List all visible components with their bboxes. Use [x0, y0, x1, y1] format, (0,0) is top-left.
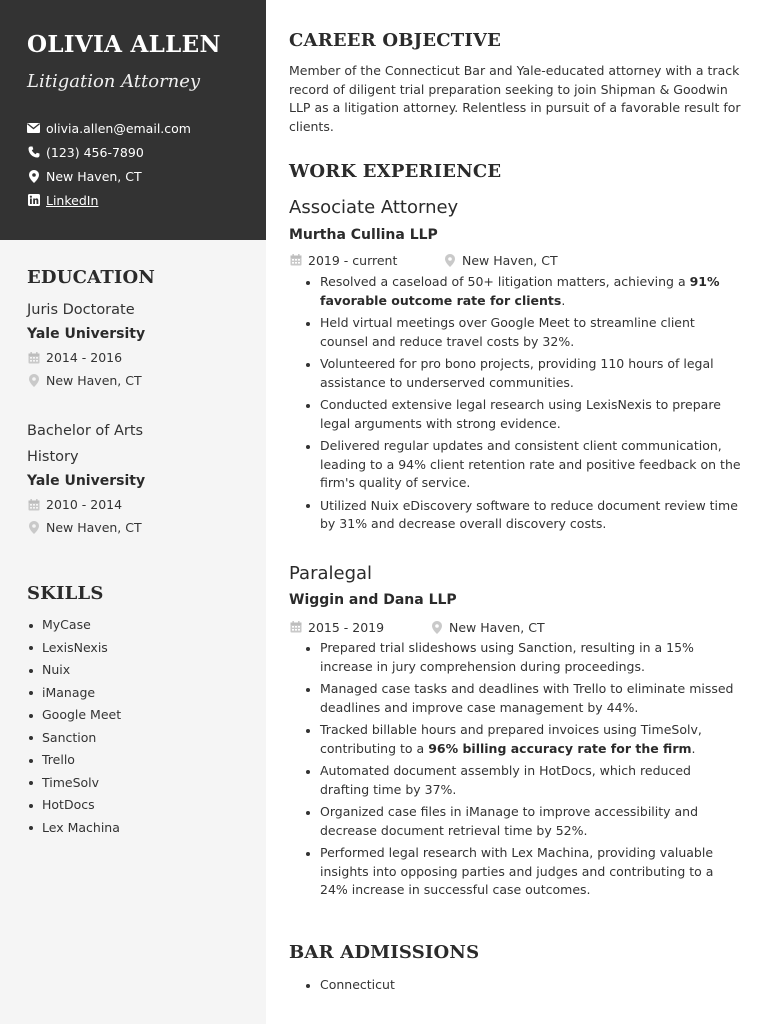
skill-item: Google Meet	[27, 704, 252, 727]
education-heading: EDUCATION	[27, 267, 156, 288]
job-bullet: Tracked billable hours and prepared invoices using TimeSolv, contributing to a 96% billing accuracy rate for the firm.	[289, 721, 744, 758]
job-title: Associate Attorney	[289, 197, 459, 218]
degree: Bachelor of Arts	[27, 423, 144, 439]
skill-item: Sanction	[27, 727, 252, 750]
job-bullet: Managed case tasks and deadlines with Trello to eliminate missed deadlines and improve case management by 44%.	[289, 680, 744, 717]
education-entry	[27, 419, 252, 539]
skill-item: MyCase	[27, 614, 252, 637]
education-section	[27, 266, 252, 539]
education-location	[27, 516, 252, 539]
job-bullet: Volunteered for pro bono projects, providing 110 hours of legal assistance to underserved communities.	[289, 355, 744, 392]
objective-text: Member of the Connecticut Bar and Yale-educated attorney with a track record of diligent trial preparation seeking to join Shipman & Goodwin LLP as a litigation attorney. Relentless in pursuit of a favorable result for clients.	[289, 63, 741, 134]
job-meta	[289, 250, 558, 270]
education-entry	[27, 298, 252, 392]
dates-text: 2010 - 2014	[46, 497, 123, 512]
calendar-icon	[27, 498, 40, 511]
bar-admission-item: Connecticut	[289, 976, 744, 995]
company-name: Wiggin and Dana LLP	[289, 592, 457, 608]
education-dates	[27, 493, 252, 516]
job-title: Paralegal	[289, 563, 373, 584]
skill-item: TimeSolv	[27, 772, 252, 795]
skill-item: Nuix	[27, 659, 252, 682]
job-meta	[289, 617, 545, 637]
job-bullet: Held virtual meetings over Google Meet to streamline client counsel and reduce travel costs by 32%.	[289, 314, 744, 351]
resume-header	[0, 0, 266, 240]
skills-list	[27, 614, 252, 839]
job-bullet: Resolved a caseload of 50+ litigation matters, achieving a 91% favorable outcome rate for clients.	[289, 273, 744, 310]
linkedin-icon	[27, 194, 40, 207]
contact-location	[27, 164, 239, 188]
map-pin-icon	[27, 170, 40, 183]
email-text: olivia.allen@email.com	[46, 120, 191, 136]
calendar-icon	[289, 254, 302, 267]
education-dates	[27, 346, 252, 369]
map-pin-icon	[443, 254, 456, 267]
job-bullets	[289, 639, 744, 904]
skill-item: HotDocs	[27, 794, 252, 817]
school: Yale University	[27, 473, 146, 489]
job-bullet: Utilized Nuix eDiscovery software to reduce document review time by 31% and decrease overall discovery costs.	[289, 497, 744, 534]
location-text: New Haven, CT	[46, 373, 142, 388]
contact-phone	[27, 140, 239, 164]
phone-text: (123) 456-7890	[46, 144, 144, 160]
skill-item: iManage	[27, 682, 252, 705]
job-bullet: Automated document assembly in HotDocs, which reduced drafting time by 37%.	[289, 762, 744, 799]
location-text: New Haven, CT	[46, 168, 142, 184]
calendar-icon	[289, 621, 302, 634]
envelope-icon	[27, 122, 40, 135]
job-bullet: Delivered regular updates and consistent client communication, leading to a 94% client retention rate and positive feedback on the firm's quality of service.	[289, 437, 744, 493]
map-pin-icon	[430, 621, 443, 634]
location-text: New Haven, CT	[46, 520, 142, 535]
map-pin-icon	[27, 374, 40, 387]
job-location: New Haven, CT	[449, 619, 545, 635]
field-of-study: History	[27, 449, 79, 465]
skill-item: Lex Machina	[27, 817, 252, 840]
experience-heading: WORK EXPERIENCE	[289, 161, 502, 182]
bar-admissions-heading: BAR ADMISSIONS	[289, 942, 480, 963]
degree: Juris Doctorate	[27, 302, 135, 318]
linkedin-link[interactable]: LinkedIn	[46, 192, 99, 208]
contact-info	[27, 116, 239, 212]
skills-heading: SKILLS	[27, 583, 104, 604]
candidate-title: Litigation Attorney	[27, 71, 201, 92]
map-pin-icon	[27, 521, 40, 534]
job-dates: 2019 - current	[308, 252, 398, 268]
bar-admissions-list	[289, 976, 744, 999]
contact-linkedin[interactable]	[27, 188, 239, 212]
job-bullets	[289, 273, 744, 538]
job-bullet: Prepared trial slideshows using Sanction, resulting in a 15% increase in jury comprehension during proceedings.	[289, 639, 744, 676]
skill-item: LexisNexis	[27, 637, 252, 660]
job-bullet: Performed legal research with Lex Machina, providing valuable insights into opposing parties and judges and contributing to a 24% increase in successful case outcomes.	[289, 844, 744, 900]
skill-item: Trello	[27, 749, 252, 772]
job-location: New Haven, CT	[462, 252, 558, 268]
calendar-icon	[27, 351, 40, 364]
dates-text: 2014 - 2016	[46, 350, 123, 365]
job-bullet: Conducted extensive legal research using LexisNexis to prepare legal arguments with strong evidence.	[289, 396, 744, 433]
job-dates: 2015 - 2019	[308, 619, 385, 635]
school: Yale University	[27, 326, 146, 342]
job-bullet: Organized case files in iManage to improve accessibility and decrease document retrieval time by 52%.	[289, 803, 744, 840]
candidate-name: OLIVIA ALLEN	[27, 31, 221, 58]
education-location	[27, 369, 252, 392]
contact-email[interactable]	[27, 116, 239, 140]
company-name: Murtha Cullina LLP	[289, 227, 438, 243]
phone-icon	[27, 146, 40, 159]
skills-section	[27, 582, 252, 839]
sidebar	[0, 0, 266, 1024]
objective-heading: CAREER OBJECTIVE	[289, 30, 502, 51]
